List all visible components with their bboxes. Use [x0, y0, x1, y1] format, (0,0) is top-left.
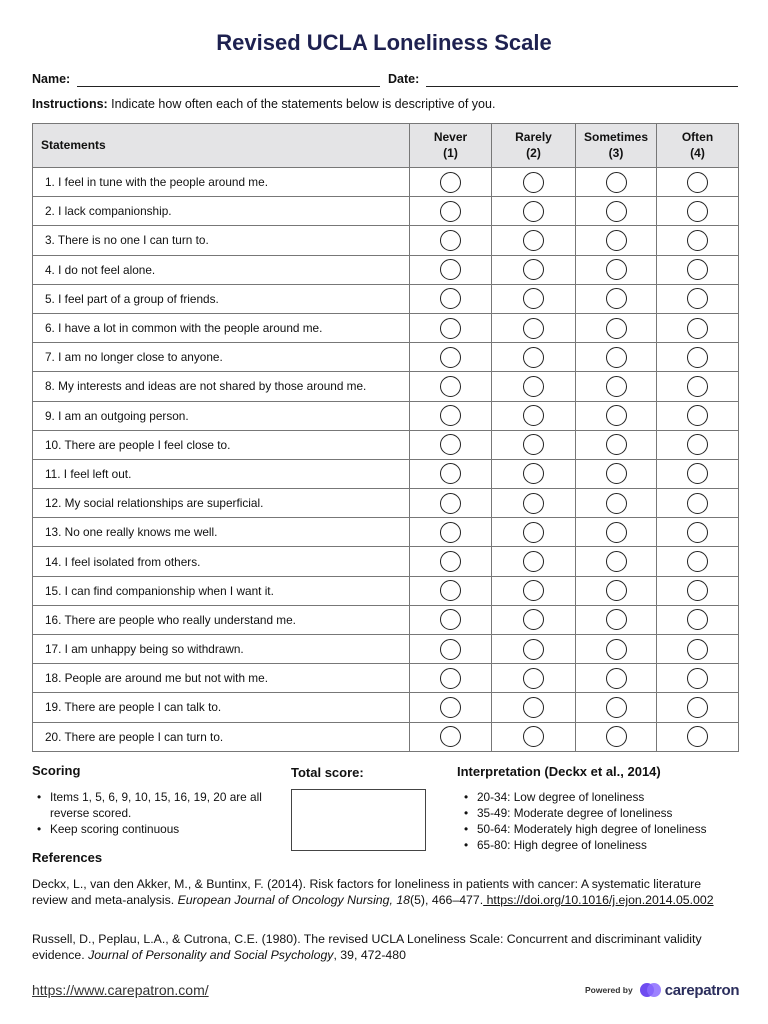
- statement-text: 16. There are people who really understand me.: [33, 605, 410, 634]
- option-cell: [410, 401, 492, 430]
- option-cell: [576, 664, 657, 693]
- loneliness-scale-table: [32, 123, 739, 752]
- option-cell: [576, 226, 657, 255]
- response-radio[interactable]: [440, 639, 461, 660]
- table-row: [33, 576, 739, 605]
- option-cell: [492, 168, 576, 197]
- option-cell: [410, 313, 492, 342]
- table-row: [33, 168, 739, 197]
- response-radio[interactable]: [606, 522, 627, 543]
- response-radio[interactable]: [440, 580, 461, 601]
- response-radio[interactable]: [606, 726, 627, 747]
- option-cell: [410, 372, 492, 401]
- option-cell: [657, 518, 739, 547]
- option-cell: [657, 489, 739, 518]
- response-radio[interactable]: [687, 580, 708, 601]
- option-cell: [410, 168, 492, 197]
- option-cell: [410, 576, 492, 605]
- option-label: Sometimes: [583, 129, 649, 144]
- table-row: [33, 255, 739, 284]
- reference-journal: Journal of Personality and Social Psychology: [88, 948, 334, 962]
- response-radio[interactable]: [440, 405, 461, 426]
- response-radio[interactable]: [440, 347, 461, 368]
- option-cell: [657, 401, 739, 430]
- response-radio[interactable]: [606, 493, 627, 514]
- list-item: • 20-34: Low degree of loneliness: [464, 789, 707, 805]
- table-row: [33, 372, 739, 401]
- response-radio[interactable]: [606, 668, 627, 689]
- option-cell: [657, 313, 739, 342]
- response-radio[interactable]: [687, 318, 708, 339]
- reference-issue: , 39, 472-480: [333, 948, 406, 962]
- response-radio[interactable]: [523, 551, 544, 572]
- references-title: References: [32, 850, 103, 865]
- option-cell: [657, 693, 739, 722]
- total-score-label: Total score:: [291, 765, 364, 780]
- option-cell: [492, 518, 576, 547]
- option-cell: [410, 489, 492, 518]
- response-radio[interactable]: [606, 201, 627, 222]
- table-row: [33, 401, 739, 430]
- statement-text: 10. There are people I feel close to.: [33, 430, 410, 459]
- option-cell: [492, 635, 576, 664]
- reference-2: [32, 931, 736, 963]
- response-radio[interactable]: [687, 347, 708, 368]
- footer-url-link[interactable]: https://www.carepatron.com/: [32, 982, 209, 998]
- option-cell: [657, 430, 739, 459]
- reference-text: Deckx, L., van den Akker, M., & Buntinx, F. (2014). Risk factors for loneliness in patients with cancer: A systematic literature review and meta-analysis.: [32, 877, 702, 907]
- response-radio[interactable]: [606, 318, 627, 339]
- option-cell: [410, 430, 492, 459]
- response-radio[interactable]: [687, 726, 708, 747]
- option-cell: [576, 313, 657, 342]
- option-cell: [492, 226, 576, 255]
- table-row: [33, 226, 739, 255]
- response-radio[interactable]: [440, 493, 461, 514]
- response-radio[interactable]: [606, 347, 627, 368]
- table-row: [33, 343, 739, 372]
- option-label: Never: [433, 129, 468, 144]
- option-cell: [492, 605, 576, 634]
- interpretation-title: Interpretation (Deckx et al., 2014): [457, 764, 661, 779]
- response-radio[interactable]: [440, 522, 461, 543]
- table-row: [33, 430, 739, 459]
- response-radio[interactable]: [440, 726, 461, 747]
- instructions-text: Indicate how often each of the statements below is descriptive of you.: [107, 97, 496, 111]
- instructions: [32, 97, 495, 111]
- option-cell: [657, 255, 739, 284]
- name-field[interactable]: [77, 86, 380, 87]
- option-cell: [576, 635, 657, 664]
- page-title: Revised UCLA Loneliness Scale: [216, 30, 552, 55]
- statement-text: 19. There are people I can talk to.: [33, 693, 410, 722]
- option-cell: [576, 430, 657, 459]
- table-row: [33, 605, 739, 634]
- option-cell: [657, 343, 739, 372]
- option-cell: [576, 401, 657, 430]
- response-radio[interactable]: [687, 201, 708, 222]
- option-value: (3): [608, 145, 624, 160]
- response-radio[interactable]: [687, 463, 708, 484]
- response-radio[interactable]: [687, 668, 708, 689]
- table-row: [33, 635, 739, 664]
- response-radio[interactable]: [687, 259, 708, 280]
- statement-text: 6. I have a lot in common with the people around me.: [33, 313, 410, 342]
- option-cell: [576, 197, 657, 226]
- statement-text: 11. I feel left out.: [33, 459, 410, 488]
- response-radio[interactable]: [523, 201, 544, 222]
- list-item: • 50-64: Moderately high degree of loneliness: [464, 821, 707, 837]
- option-cell: [410, 226, 492, 255]
- option-cell: [657, 605, 739, 634]
- instructions-label: Instructions:: [32, 97, 108, 111]
- option-cell: [492, 430, 576, 459]
- option-cell: [410, 635, 492, 664]
- statement-text: 20. There are people I can turn to.: [33, 722, 410, 751]
- response-radio[interactable]: [523, 230, 544, 251]
- option-cell: [657, 547, 739, 576]
- option-value: (1): [443, 145, 458, 160]
- response-radio[interactable]: [606, 376, 627, 397]
- response-radio[interactable]: [523, 580, 544, 601]
- date-label: Date:: [388, 72, 420, 86]
- statement-text: 4. I do not feel alone.: [33, 255, 410, 284]
- option-cell: [410, 664, 492, 693]
- table-row: [33, 547, 739, 576]
- list-item: • 35-49: Moderate degree of loneliness: [464, 805, 707, 821]
- list-item: • Keep scoring continuous: [37, 821, 277, 837]
- statement-text: 9. I am an outgoing person.: [33, 401, 410, 430]
- response-radio[interactable]: [440, 230, 461, 251]
- reference-1: [32, 876, 736, 908]
- statement-text: 8. My interests and ideas are not shared by those around me.: [33, 372, 410, 401]
- reference-text: Russell, D., Peplau, L.A., & Cutrona, C.E. (1980). The revised UCLA Loneliness Scale: Concurrent and discriminant validity evidence.: [32, 932, 702, 962]
- option-cell: [657, 372, 739, 401]
- response-radio[interactable]: [687, 609, 708, 630]
- response-radio[interactable]: [523, 609, 544, 630]
- response-radio[interactable]: [606, 609, 627, 630]
- option-cell: [492, 722, 576, 751]
- response-radio[interactable]: [440, 551, 461, 572]
- option-cell: [492, 255, 576, 284]
- statement-text: 15. I can find companionship when I want it.: [33, 576, 410, 605]
- response-radio[interactable]: [440, 668, 461, 689]
- response-radio[interactable]: [440, 697, 461, 718]
- table-row: [33, 489, 739, 518]
- scoring-list: [37, 789, 277, 837]
- option-cell: [410, 343, 492, 372]
- option-cell: [410, 284, 492, 313]
- option-header: [410, 124, 492, 168]
- response-radio[interactable]: [523, 726, 544, 747]
- option-cell: [657, 168, 739, 197]
- table-row: [33, 197, 739, 226]
- statement-text: 1. I feel in tune with the people around me.: [33, 168, 410, 197]
- option-cell: [576, 372, 657, 401]
- table-row: [33, 722, 739, 751]
- response-radio[interactable]: [606, 551, 627, 572]
- statement-text: 18. People are around me but not with me.: [33, 664, 410, 693]
- scoring-title: Scoring: [32, 763, 81, 778]
- option-label: Rarely: [515, 129, 552, 144]
- option-cell: [576, 489, 657, 518]
- statements-header: Statements: [33, 124, 410, 168]
- option-cell: [657, 664, 739, 693]
- powered-by-badge[interactable]: [585, 977, 739, 1003]
- response-radio[interactable]: [606, 580, 627, 601]
- response-radio[interactable]: [523, 697, 544, 718]
- response-radio[interactable]: [440, 376, 461, 397]
- response-radio[interactable]: [440, 609, 461, 630]
- option-cell: [576, 459, 657, 488]
- table-row: [33, 664, 739, 693]
- option-cell: [492, 489, 576, 518]
- option-cell: [657, 722, 739, 751]
- response-radio[interactable]: [440, 259, 461, 280]
- response-radio[interactable]: [523, 639, 544, 660]
- response-radio[interactable]: [523, 434, 544, 455]
- response-radio[interactable]: [687, 493, 708, 514]
- response-radio[interactable]: [440, 463, 461, 484]
- option-header: [657, 124, 739, 168]
- response-radio[interactable]: [523, 493, 544, 514]
- option-cell: [492, 284, 576, 313]
- option-cell: [576, 518, 657, 547]
- response-radio[interactable]: [687, 639, 708, 660]
- option-cell: [657, 459, 739, 488]
- option-cell: [492, 459, 576, 488]
- statement-text: 5. I feel part of a group of friends.: [33, 284, 410, 313]
- statement-text: 7. I am no longer close to anyone.: [33, 343, 410, 372]
- reference-journal: European Journal of Oncology Nursing, 18: [177, 893, 410, 907]
- option-cell: [657, 197, 739, 226]
- response-radio[interactable]: [687, 405, 708, 426]
- response-radio[interactable]: [523, 376, 544, 397]
- table-row: [33, 693, 739, 722]
- option-cell: [492, 576, 576, 605]
- option-cell: [492, 664, 576, 693]
- option-cell: [576, 693, 657, 722]
- option-cell: [492, 197, 576, 226]
- statement-text: 12. My social relationships are superficial.: [33, 489, 410, 518]
- table-row: [33, 284, 739, 313]
- table-header-row: [33, 124, 739, 168]
- option-cell: [576, 343, 657, 372]
- response-radio[interactable]: [523, 463, 544, 484]
- response-radio[interactable]: [523, 172, 544, 193]
- option-cell: [657, 635, 739, 664]
- response-radio[interactable]: [687, 288, 708, 309]
- response-radio[interactable]: [687, 172, 708, 193]
- option-cell: [576, 605, 657, 634]
- response-radio[interactable]: [606, 230, 627, 251]
- option-cell: [576, 168, 657, 197]
- response-radio[interactable]: [523, 668, 544, 689]
- date-field[interactable]: [426, 86, 738, 87]
- response-radio[interactable]: [687, 551, 708, 572]
- reference-doi-link[interactable]: https://doi.org/10.1016/j.ejon.2014.05.002: [483, 893, 714, 907]
- response-radio[interactable]: [606, 259, 627, 280]
- option-cell: [657, 226, 739, 255]
- response-radio[interactable]: [606, 172, 627, 193]
- interpretation-list: [464, 789, 707, 853]
- table-row: [33, 459, 739, 488]
- name-label: Name:: [32, 72, 71, 86]
- option-cell: [410, 197, 492, 226]
- option-cell: [576, 255, 657, 284]
- option-cell: [410, 255, 492, 284]
- response-radio[interactable]: [687, 522, 708, 543]
- response-radio[interactable]: [440, 201, 461, 222]
- carepatron-logo-icon: [639, 980, 661, 1000]
- response-radio[interactable]: [606, 639, 627, 660]
- response-radio[interactable]: [440, 172, 461, 193]
- option-cell: [410, 722, 492, 751]
- statement-text: 17. I am unhappy being so withdrawn.: [33, 635, 410, 664]
- option-header: [492, 124, 576, 168]
- response-radio[interactable]: [523, 347, 544, 368]
- response-radio[interactable]: [606, 434, 627, 455]
- option-cell: [492, 547, 576, 576]
- option-cell: [410, 605, 492, 634]
- response-radio[interactable]: [606, 463, 627, 484]
- statement-text: 13. No one really knows me well.: [33, 518, 410, 547]
- total-score-field[interactable]: [291, 789, 426, 851]
- response-radio[interactable]: [606, 405, 627, 426]
- option-cell: [492, 693, 576, 722]
- response-radio[interactable]: [523, 522, 544, 543]
- name-date-row: [32, 72, 738, 90]
- powered-by-label: Powered by: [585, 985, 633, 995]
- option-cell: [657, 284, 739, 313]
- response-radio[interactable]: [440, 434, 461, 455]
- list-item: • Items 1, 5, 6, 9, 10, 15, 16, 19, 20 are all reverse scored.: [37, 789, 277, 821]
- option-cell: [576, 722, 657, 751]
- option-cell: [576, 547, 657, 576]
- response-radio[interactable]: [687, 697, 708, 718]
- option-header: [576, 124, 657, 168]
- response-radio[interactable]: [687, 230, 708, 251]
- option-cell: [410, 547, 492, 576]
- statement-text: 14. I feel isolated from others.: [33, 547, 410, 576]
- table-row: [33, 313, 739, 342]
- response-radio[interactable]: [523, 318, 544, 339]
- reference-issue: (5), 466–477.: [410, 893, 484, 907]
- option-cell: [410, 693, 492, 722]
- response-radio[interactable]: [523, 405, 544, 426]
- option-cell: [657, 576, 739, 605]
- response-radio[interactable]: [523, 259, 544, 280]
- response-radio[interactable]: [523, 288, 544, 309]
- option-cell: [492, 372, 576, 401]
- option-cell: [576, 576, 657, 605]
- option-cell: [410, 459, 492, 488]
- option-cell: [492, 343, 576, 372]
- option-cell: [410, 518, 492, 547]
- table-row: [33, 518, 739, 547]
- carepatron-brand: carepatron: [664, 981, 740, 999]
- option-value: (2): [526, 145, 541, 160]
- response-radio[interactable]: [440, 288, 461, 309]
- option-label: Often: [681, 129, 714, 144]
- statement-text: 2. I lack companionship.: [33, 197, 410, 226]
- statement-text: 3. There is no one I can turn to.: [33, 226, 410, 255]
- response-radio[interactable]: [687, 376, 708, 397]
- response-radio[interactable]: [606, 288, 627, 309]
- list-item: • 65-80: High degree of loneliness: [464, 837, 707, 853]
- response-radio[interactable]: [606, 697, 627, 718]
- option-cell: [492, 313, 576, 342]
- option-cell: [576, 284, 657, 313]
- response-radio[interactable]: [440, 318, 461, 339]
- option-cell: [492, 401, 576, 430]
- response-radio[interactable]: [687, 434, 708, 455]
- option-value: (4): [690, 145, 705, 160]
